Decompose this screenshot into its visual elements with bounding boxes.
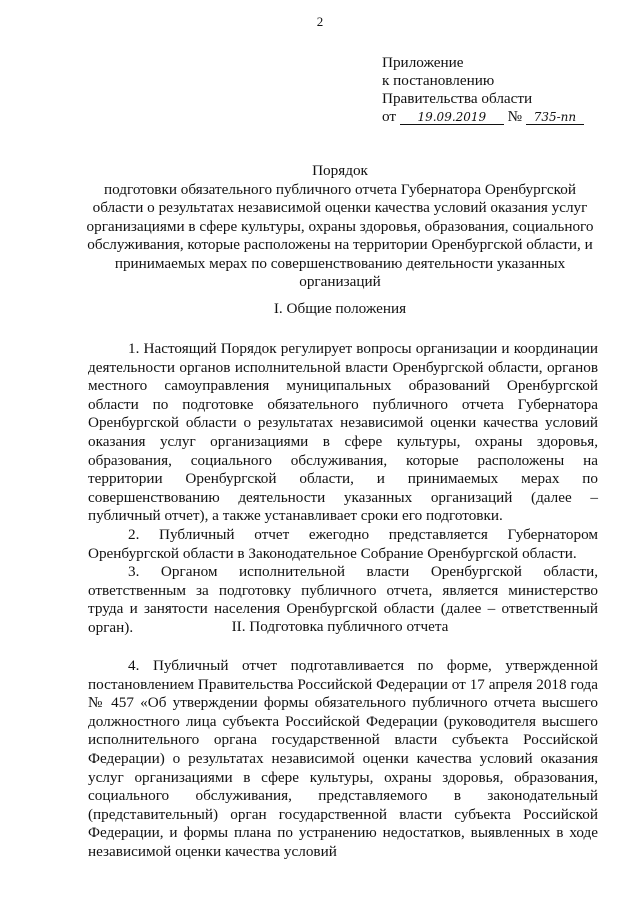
number-prefix: №: [507, 108, 523, 125]
number-value: 735-пп: [526, 110, 584, 125]
paragraph-1: 1. Настоящий Порядок регулирует вопросы организации и координации деятельности органов исполнительной власти Оренбургской области, органов местного самоуправления муниципальных образований Оренбургской области по подготовке обязательного публичного отчета Губернатора Оренбургской области о результатах независимой оценки качества условий оказания услуг организациями в сфере культуры, охраны здоровья, образования, социального обслуживания, которые расположены на территории Оренбургской области, и принимаемых мерах по совершенствованию деятельности указанных организаций (далее – публичный отчет), а также устанавливает сроки его подготовки.: [88, 340, 598, 525]
page-number: 2: [316, 14, 324, 29]
appendix-line-1: Приложение: [382, 54, 464, 71]
document-title: [80, 162, 600, 292]
appendix-header: [382, 54, 584, 126]
section-title-2: II. Подготовка публичного отчета: [231, 618, 449, 635]
title-subtitle: подготовки обязательного публичного отчета Губернатора Оренбургской области о результатах независимой оценки качества условий оказания услуг организациями в сфере культуры, охраны здоровья, образования, социального обслуживания, которые расположены на территории Оренбургской области, и принимаемых мерах по совершенствованию деятельности указанных организаций: [86, 180, 594, 290]
section-1-body: [88, 340, 598, 638]
paragraph-4: 4. Публичный отчет подготавливается по форме, утвержденной постановлением Правительства Российской Федерации от 17 апреля 2018 года № 457 «Об утверждении формы обязательного публичного отчета высшего должностного лица субъекта Российской Федерации (руководителя высшего исполнительного органа государственной власти субъекта Российской Федерации) о результатах независимой оценки качества условий оказания услуг организациями в сфере культуры, охраны здоровья, образования, социального обслуживания, представляемого в законодательный (представительный) орган государственной власти субъекта Российской Федерации, и формы плана по устранению недостатков, выявленных в ходе независимой оценки качества условий: [88, 657, 598, 860]
appendix-date-line: [382, 108, 584, 126]
date-prefix: от: [382, 108, 397, 125]
title-heading: Порядок: [312, 162, 368, 179]
paragraph-3: 3. Органом исполнительной власти Оренбургской области, ответственным за подготовку публичного отчета, является министерство труда и занятости населения Оренбургской области (далее – ответственный орган).: [88, 563, 598, 636]
paragraph-2: 2. Публичный отчет ежегодно представляется Губернатором Оренбургской области в Законодательное Собрание Оренбургской области.: [88, 525, 598, 562]
section-title-1: I. Общие положения: [273, 300, 407, 317]
appendix-line-3: Правительства области: [382, 90, 533, 107]
appendix-line-2: к постановлению: [382, 72, 495, 89]
section-2-body: [88, 657, 598, 862]
date-value: 19.09.2019: [400, 110, 504, 125]
